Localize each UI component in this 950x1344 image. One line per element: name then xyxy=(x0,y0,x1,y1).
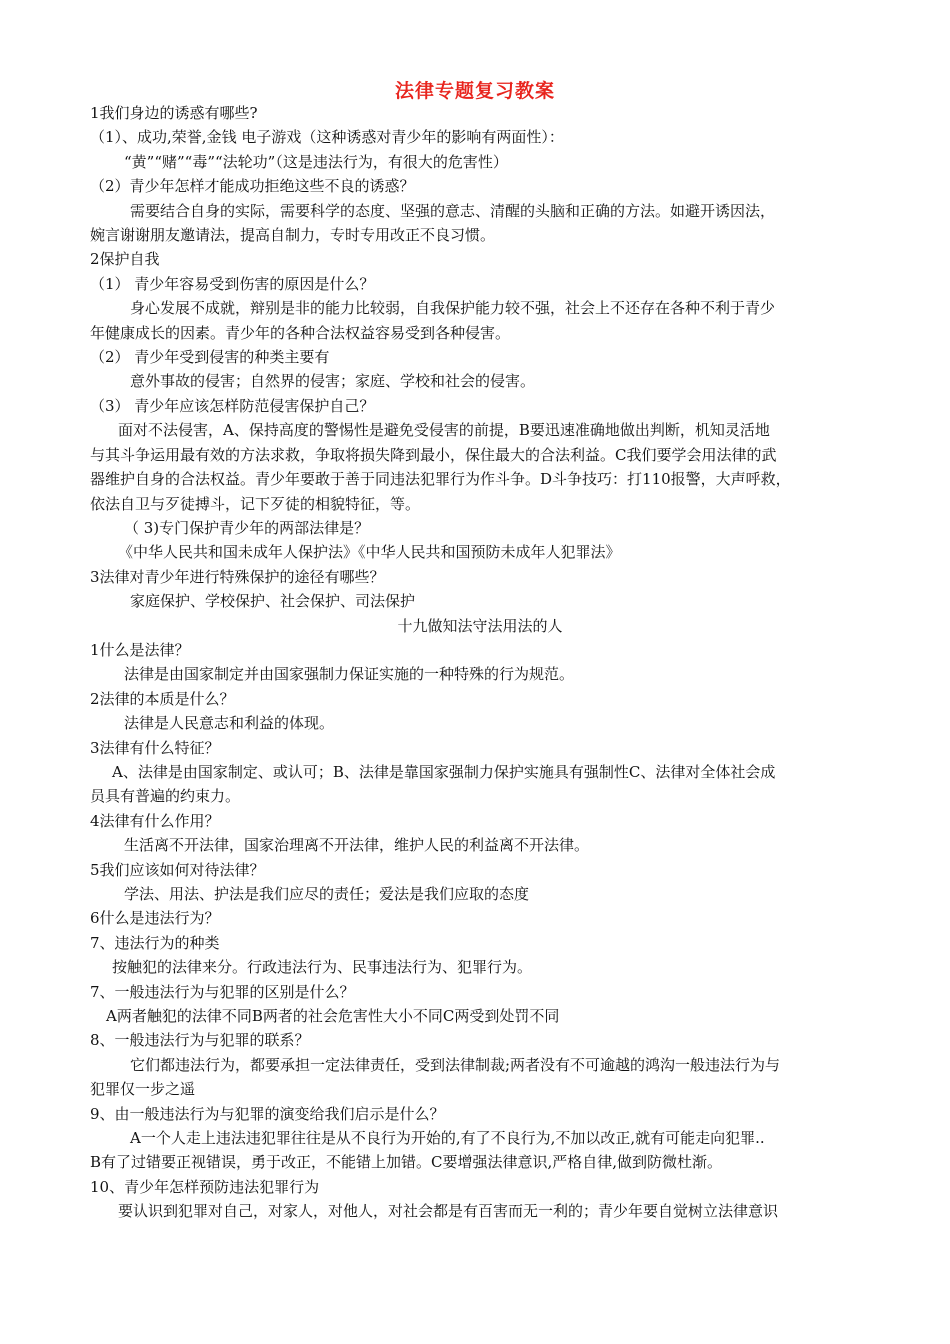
answer-line: 身心发展不成就，辩别是非的能力比较弱，自我保护能力较不强，社会上不还存在各种不利于青少 xyxy=(130,299,776,318)
question-heading: 6什么是违法行为？ xyxy=(90,909,220,928)
question-heading: 7、违法行为的种类 xyxy=(90,933,220,952)
answer-line: A两者触犯的法律不同B两者的社会危害性大小不同C两受到处罚不同 xyxy=(106,1007,560,1026)
question-heading: 2法律的本质是什么？ xyxy=(90,689,235,708)
sub-question: （1） 青少年容易受到伤害的原因是什么？ xyxy=(90,274,375,293)
answer-line: 依法自卫与歹徒搏斗，记下歹徒的相貌特征，等。 xyxy=(90,494,421,513)
question-heading: 10、青少年怎样预防违法犯罪行为 xyxy=(90,1177,320,1196)
chapter-heading: 十九做知法守法用法的人 xyxy=(397,616,563,635)
answer-line: 家庭保护、学校保护、社会保护、司法保护 xyxy=(130,592,416,611)
question-heading: 3法律对青少年进行特殊保护的途径有哪些？ xyxy=(90,567,385,586)
answer-line: 法律是人民意志和利益的体现。 xyxy=(124,714,335,733)
question-heading: 7、一般违法行为与犯罪的区别是什么？ xyxy=(90,982,355,1001)
answer-line: B有了过错要正视错误，勇于改正，不能错上加错。C要增强法律意识,严格自律,做到防微杜渐。 xyxy=(90,1153,723,1172)
question-heading: 9、由一般违法行为与犯罪的演变给我们启示是什么？ xyxy=(90,1104,445,1123)
answer-line: 按触犯的法律来分。行政违法行为、民事违法行为、犯罪行为。 xyxy=(112,958,533,977)
sub-question: （ 3)专门保护青少年的两部法律是？ xyxy=(124,518,370,537)
text-line: （1）、成功,荣誉,金钱 电子游戏（这种诱惑对青少年的影响有两面性）： xyxy=(90,128,564,147)
sub-question: （3） 青少年应该怎样防范侵害保护自己？ xyxy=(90,396,375,415)
answer-line: 要认识到犯罪对自己，对家人，对他人，对社会都是有百害而无一利的；青少年要自觉树立法律意识 xyxy=(118,1202,779,1221)
answer-line: 意外事故的侵害；自然界的侵害；家庭、学校和社会的侵害。 xyxy=(130,372,536,391)
question-heading: 5我们应该如何对待法律？ xyxy=(90,860,265,879)
document-title: 法律专题复习教案 xyxy=(394,80,555,102)
answer-line: 需要结合自身的实际，需要科学的态度、坚强的意志、清醒的头脑和正确的方法。如避开诱因法， xyxy=(130,201,776,220)
answer-line: A一个人走上违法违犯罪往往是从不良行为开始的,有了不良行为,不加以改正,就有可能走向犯罪.. xyxy=(130,1129,765,1148)
question-heading: 4法律有什么作用？ xyxy=(90,811,220,830)
text-line: “黄”“赌”“毒”“法轮功”（这是违法行为，有很大的危害性） xyxy=(124,152,508,171)
answer-line: 学法、用法、护法是我们应尽的责任；爱法是我们应取的态度 xyxy=(124,885,530,903)
sub-question: （2）青少年怎样才能成功拒绝这些不良的诱惑？ xyxy=(90,177,415,196)
answer-line: 员具有普遍的约束力。 xyxy=(90,787,241,806)
document-body xyxy=(90,101,870,1224)
section-heading: 2保护自我 xyxy=(90,250,160,269)
answer-line: A、法律是由国家制定、或认可；B、法律是靠国家强制力保护实施具有强制性C、法律对全体社会成 xyxy=(112,762,776,781)
answer-line: 婉言谢谢朋友邀请法，提高自制力，专时专用改正不良习惯。 xyxy=(90,226,496,245)
answer-line: 法律是由国家制定并由国家强制力保证实施的一种特殊的行为规范。 xyxy=(124,665,575,684)
question-heading: 8、一般违法行为与犯罪的联系？ xyxy=(90,1031,310,1050)
answer-line: 器维护自身的合法权益。青少年要敢于善于同违法犯罪行为作斗争。D斗争技巧：打110报警，大声呼救， xyxy=(90,470,791,489)
question-heading: 3法律有什么特征？ xyxy=(90,738,220,757)
answer-line: 与其斗争运用最有效的方法求救，争取将损失降到最小，保住最大的合法利益。C我们要学会用法律的武 xyxy=(90,445,777,464)
answer-line: 面对不法侵害，A、保持高度的警惕性是避免受侵害的前提，B要迅速准确地做出判断，机知灵活地 xyxy=(118,421,770,440)
sub-question: （2） 青少年受到侵害的种类主要有 xyxy=(90,348,330,367)
answer-line: 生活离不开法律，国家治理离不开法律，维护人民的利益离不开法律。 xyxy=(124,836,590,855)
question-heading: 1什么是法律？ xyxy=(90,640,190,659)
answer-line: 它们都违法行为，都要承担一定法律责任，受到法律制裁;两者没有不可逾越的鸿沟一般违法行为与 xyxy=(130,1055,781,1074)
question-heading: 1我们身边的诱惑有哪些? xyxy=(90,104,258,122)
answer-line: 犯罪仅一步之遥 xyxy=(90,1080,196,1099)
answer-line: 年健康成长的因素。青少年的各种合法权益容易受到各种侵害。 xyxy=(90,323,511,342)
answer-line: 《中华人民共和国未成年人保护法》《中华人民共和国预防未成年人犯罪法》 xyxy=(118,543,621,562)
